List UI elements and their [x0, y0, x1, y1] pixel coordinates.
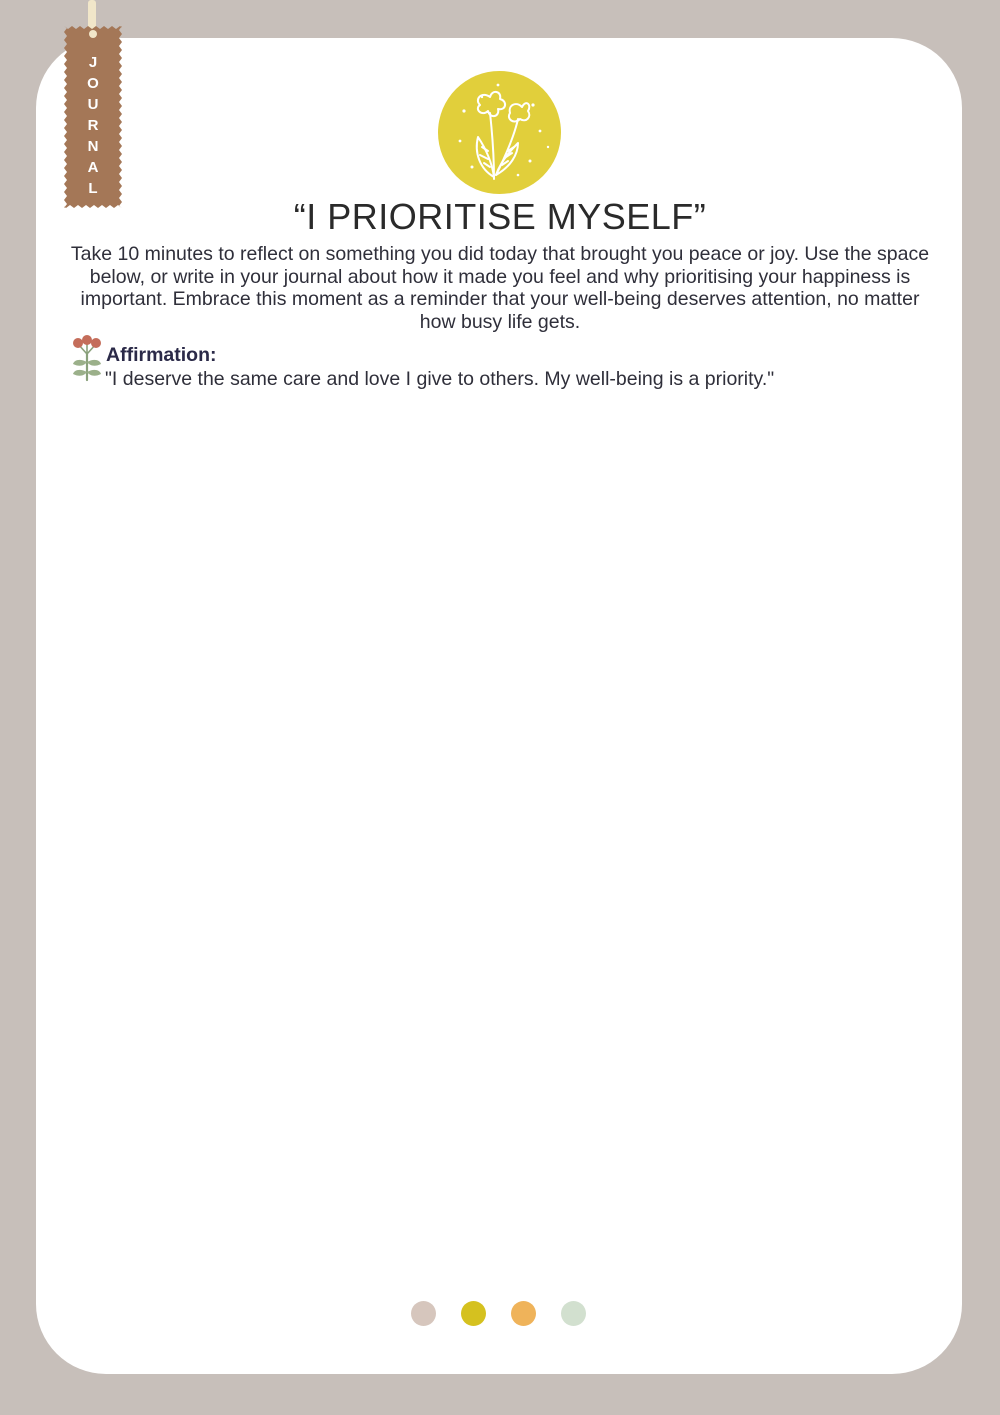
intro-text: Take 10 minutes to reflect on something you did today that brought you peace or joy. Use the space below, or write in your journal about how it made you feel and why prioritising your happiness is important. Embrace this moment as a reminder that your well-being deserves attention, no matter how busy life gets. — [70, 243, 930, 333]
berry-sprig-icon — [68, 334, 106, 382]
flower-icon — [438, 71, 561, 194]
color-dot — [461, 1301, 486, 1326]
bookmark-letter: N — [87, 138, 99, 155]
bookmark-letter: J — [88, 54, 98, 71]
bookmark-letter: R — [87, 117, 99, 134]
bookmark-letter: A — [87, 159, 99, 176]
bookmark-text — [64, 52, 122, 199]
color-dots — [411, 1301, 586, 1326]
journal-page — [36, 38, 962, 1374]
bookmark-letter: O — [87, 75, 99, 92]
bookmark-letter: L — [88, 180, 98, 197]
color-dot — [411, 1301, 436, 1326]
color-dot — [561, 1301, 586, 1326]
affirmation-text: "I deserve the same care and love I give to others. My well-being is a priority." — [105, 368, 775, 390]
affirmation-label: Affirmation: — [106, 344, 217, 366]
color-dot — [511, 1301, 536, 1326]
page-title: “I PRIORITISE MYSELF” — [293, 196, 707, 237]
bookmark-letter: U — [87, 96, 99, 113]
journal-bookmark — [64, 26, 122, 208]
